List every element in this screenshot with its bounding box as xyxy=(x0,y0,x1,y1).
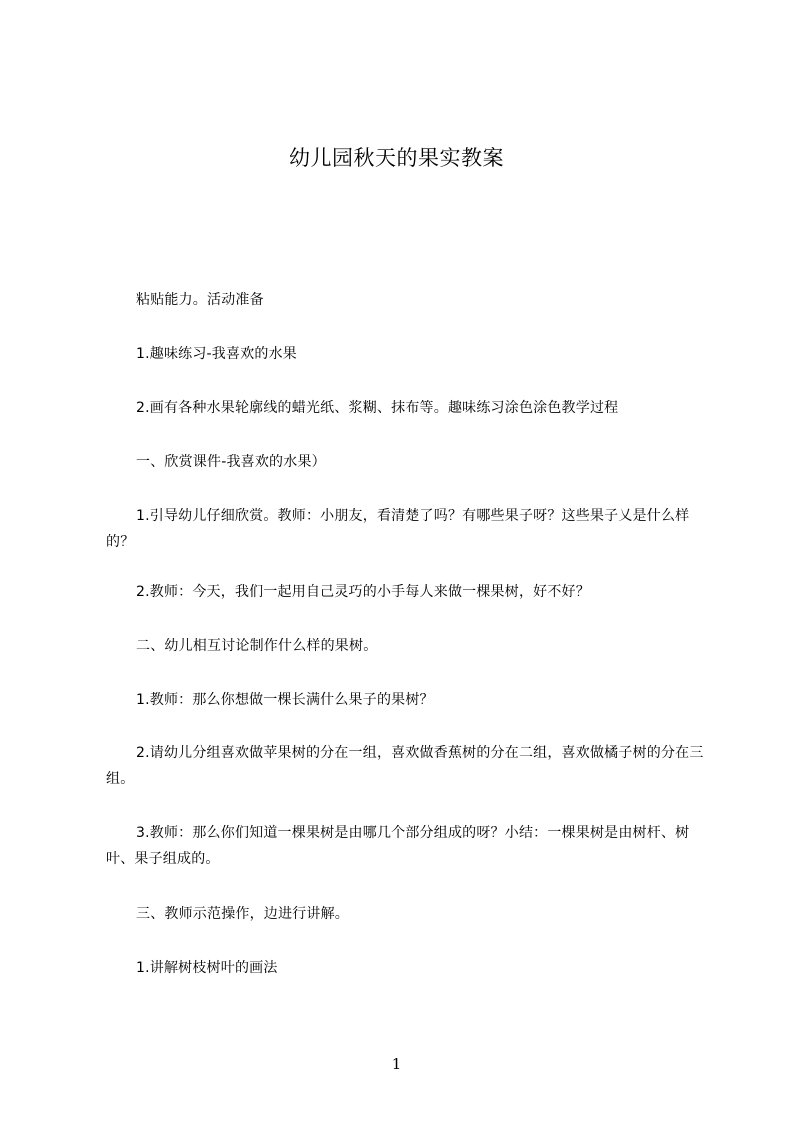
paragraph-step-2-2: 2.请幼儿分组喜欢做苹果树的分在一组，喜欢做香蕉树的分在二组，喜欢做橘子树的分在三组。 xyxy=(106,745,704,787)
paragraph-step-3-1: 1.讲解树枝树叶的画法 xyxy=(136,960,278,976)
paragraph-prep-2: 2.画有各种水果轮廓线的蜡光纸、浆糊、抹布等。趣味练习涂色涂色教学过程 xyxy=(136,400,619,416)
section-heading-3: 三、教师示范操作，边进行讲解。 xyxy=(136,906,349,922)
paragraph-step-1-1: 1.引导幼儿仔细欣赏。教师：小朋友，看清楚了吗？有哪些果子呀？这些果子乂是什么样的？ xyxy=(106,508,690,550)
paragraph-step-1-2: 2.教师：今天，我们一起用自己灵巧的小手每人来做一棵果树，好不好？ xyxy=(136,584,590,600)
page-number: 1 xyxy=(391,1055,402,1073)
section-heading-1: 一、欣赏课件-我喜欢的水果） xyxy=(136,454,326,470)
paragraph-step-2-1: 1.教师：那么你想做一棵长满什么果子的果树？ xyxy=(136,692,434,708)
paragraph-intro: 粘贴能力。活动准备 xyxy=(136,292,264,308)
document-title: 幼儿园秋天的果实教案 xyxy=(289,146,504,170)
section-heading-2: 二、幼儿相互讨论制作什么样的果树。 xyxy=(136,638,378,654)
paragraph-prep-1: 1.趣味练习-我喜欢的水果 xyxy=(136,346,298,362)
paragraph-step-2-3: 3.教师：那么你们知道一棵果树是由哪几个部分组成的呀？小结：一棵果树是由树杆、树叶、果子组成的。 xyxy=(106,825,690,867)
